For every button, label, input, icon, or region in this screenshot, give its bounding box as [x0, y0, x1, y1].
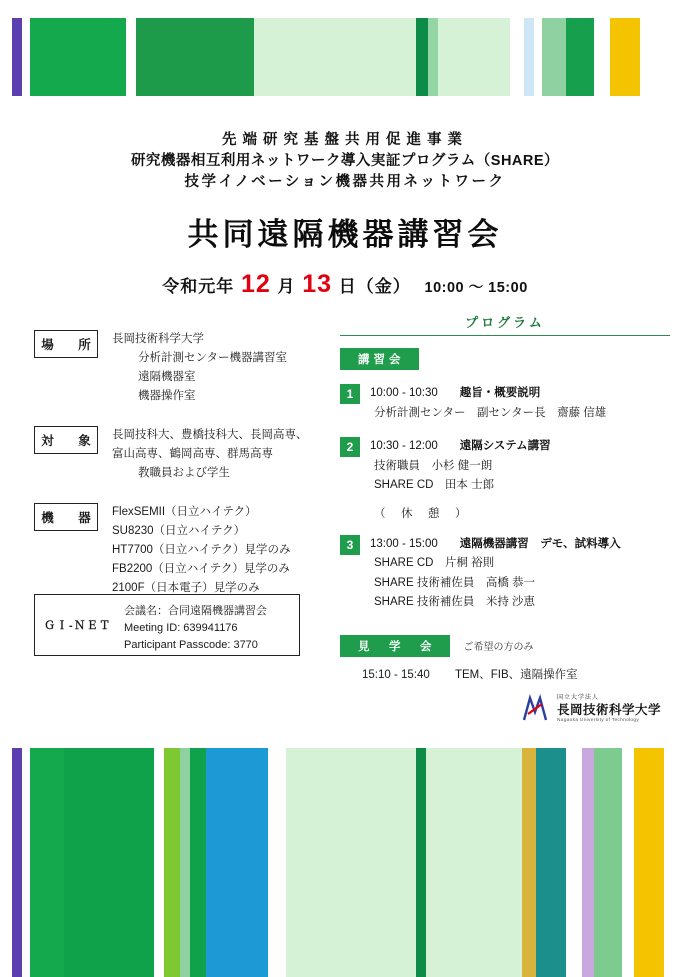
- session-title-row: [370, 437, 551, 457]
- session-title: 遠隔システム講習: [459, 440, 551, 453]
- info-row-line: 教職員および学生: [138, 466, 230, 479]
- info-row-line: FB2200（日立ハイテク）見学のみ: [112, 562, 290, 575]
- band-segment: [536, 748, 566, 977]
- tour-content: TEM、FIB、遠隔操作室: [454, 668, 578, 681]
- event-date-line: [0, 270, 690, 299]
- band-segment: [566, 748, 582, 977]
- band-segment: [22, 748, 30, 977]
- page-title: 共同遠隔機器講習会: [187, 217, 503, 253]
- band-segment: [426, 748, 522, 977]
- band-segment: [634, 748, 664, 977]
- band-segment: [522, 748, 536, 977]
- program-session: [340, 384, 670, 423]
- university-type: 国立大学法人: [557, 695, 600, 702]
- band-segment: [438, 18, 510, 96]
- band-segment: [30, 18, 126, 96]
- band-segment: [190, 748, 206, 977]
- event-time: 10:00 ～ 15:00: [424, 280, 528, 297]
- band-segment: [416, 748, 426, 977]
- info-row-line: FlexSEMII（日立ハイテク）: [112, 505, 257, 518]
- date-day: 13: [302, 270, 333, 299]
- ginet-details: [124, 603, 267, 654]
- program-session: [340, 437, 670, 496]
- session-time: 13:00 - 15:00: [370, 537, 438, 550]
- date-era: 令和元年: [162, 277, 235, 297]
- session-title-row: [370, 535, 621, 555]
- band-segment: [534, 18, 542, 96]
- tour-time: 15:10 - 15:40: [362, 668, 430, 681]
- info-row-line: 機器操作室: [138, 389, 196, 402]
- band-segment: [136, 18, 254, 96]
- band-segment: [610, 18, 640, 96]
- tour-note: ご希望の方のみ: [463, 642, 534, 654]
- info-row-line: 遠隔機器室: [138, 370, 196, 383]
- band-segment: [30, 748, 64, 977]
- info-row-line: SU8230（日立ハイテク）: [112, 524, 246, 537]
- band-segment: [286, 748, 416, 977]
- ginet-passcode: Participant Passcode: 3770: [124, 639, 258, 652]
- band-segment: [566, 18, 594, 96]
- info-row-body: [98, 330, 287, 406]
- band-segment: [582, 748, 594, 977]
- university-name: 長岡技術科学大学: [557, 702, 662, 717]
- session-title: 趣旨・概要説明: [459, 387, 541, 399]
- program-line-2: 研究機器相互利用ネットワーク導入実証プログラム（SHARE）: [130, 153, 560, 170]
- info-column: [34, 330, 334, 618]
- tour-details: [340, 666, 670, 682]
- program-heading: プログラム: [340, 312, 670, 336]
- session-presenter: SHARE CD 田本 士郎: [374, 479, 495, 492]
- info-row-line: HT7700（日立ハイテク）見学のみ: [112, 543, 291, 556]
- info-row: [34, 426, 334, 483]
- info-row-line: 長岡技科大、豊橋技科大、長岡高専、: [112, 428, 308, 441]
- info-row: [34, 503, 334, 598]
- info-row: [34, 330, 334, 406]
- session-number-badge: 3: [340, 535, 360, 555]
- date-month: 12: [240, 270, 271, 299]
- lecture-section-tag: 講習会: [340, 348, 419, 370]
- university-logo-mark: [520, 694, 550, 724]
- band-segment: [664, 748, 678, 977]
- info-row-label: 場 所: [34, 330, 98, 358]
- ginet-label: ＧＩ-ＮＥＴ: [44, 620, 112, 632]
- session-body: [370, 437, 551, 496]
- session-presenter: SHARE 技術補佐員 高橋 恭一: [374, 576, 536, 589]
- info-row-label: 対 象: [34, 426, 98, 454]
- program-line-3: 技学イノベーション機器共用ネットワーク: [184, 174, 506, 191]
- band-segment: [542, 18, 566, 96]
- university-name-en: Nagaoka University of Technology: [557, 717, 640, 723]
- date-day-unit: 日（金）: [338, 277, 411, 297]
- ginet-meeting-name: 会議名：合同遠隔機器講習会: [124, 605, 267, 617]
- band-segment: [594, 18, 610, 96]
- ginet-meeting-id: Meeting ID: 639941176: [124, 622, 238, 635]
- session-presenter: SHARE 技術補佐員 米持 沙恵: [374, 596, 536, 609]
- band-segment: [164, 748, 180, 977]
- program-line-1: 先端研究基盤共用促進事業: [222, 132, 468, 148]
- info-row-line: 分析計測センター機器講習室: [138, 351, 288, 364]
- session-title: 遠隔機器講習 デモ、試料導入: [459, 537, 621, 550]
- university-logo: [520, 694, 661, 724]
- band-segment: [594, 748, 622, 977]
- band-segment: [640, 18, 678, 96]
- info-row-label: 機 器: [34, 503, 98, 531]
- info-row-body: [98, 503, 290, 598]
- university-logo-text: [557, 695, 661, 723]
- band-segment: [268, 748, 286, 977]
- band-segment: [510, 18, 524, 96]
- info-row-line: 富山高専、鶴岡高専、群馬高専: [112, 447, 273, 460]
- session-number-badge: 2: [340, 437, 360, 457]
- program-session: [340, 535, 670, 613]
- band-segment: [622, 748, 634, 977]
- band-segment: [206, 748, 268, 977]
- band-segment: [12, 18, 22, 96]
- session-number-badge: 1: [340, 384, 360, 404]
- band-segment: [12, 748, 22, 977]
- tour-section-header: [340, 635, 670, 657]
- band-segment: [126, 18, 136, 96]
- poster-header: [0, 130, 690, 299]
- session-presenter: 技術職員 小杉 健一朗: [374, 459, 493, 472]
- session-time: 10:00 - 10:30: [370, 387, 438, 399]
- info-row-line: 2100F（日本電子）見学のみ: [112, 581, 260, 594]
- band-segment: [428, 18, 438, 96]
- break-label: （ 休 憩 ）: [374, 507, 469, 520]
- session-presenter: 分析計測センター 副センター長 齋藤 信雄: [374, 406, 607, 419]
- session-body: [370, 384, 606, 423]
- band-segment: [524, 18, 534, 96]
- date-month-unit: 月: [277, 277, 296, 297]
- session-presenter: SHARE CD 片桐 裕則: [374, 557, 495, 570]
- session-list: [340, 384, 670, 613]
- band-segment: [254, 18, 416, 96]
- session-body: [370, 535, 621, 613]
- session-time: 10:30 - 12:00: [370, 440, 438, 453]
- band-segment: [416, 18, 428, 96]
- tour-section-tag: 見 学 会: [340, 635, 450, 657]
- program-column: [340, 312, 670, 682]
- info-row-line: 長岡技術科学大学: [112, 333, 204, 345]
- band-segment: [64, 748, 154, 977]
- band-segment: [180, 748, 190, 977]
- info-row-body: [98, 426, 308, 483]
- band-segment: [154, 748, 164, 977]
- session-title-row: [370, 384, 606, 404]
- band-segment: [22, 18, 30, 96]
- bottom-color-band: [12, 748, 678, 977]
- top-color-band: [12, 18, 678, 96]
